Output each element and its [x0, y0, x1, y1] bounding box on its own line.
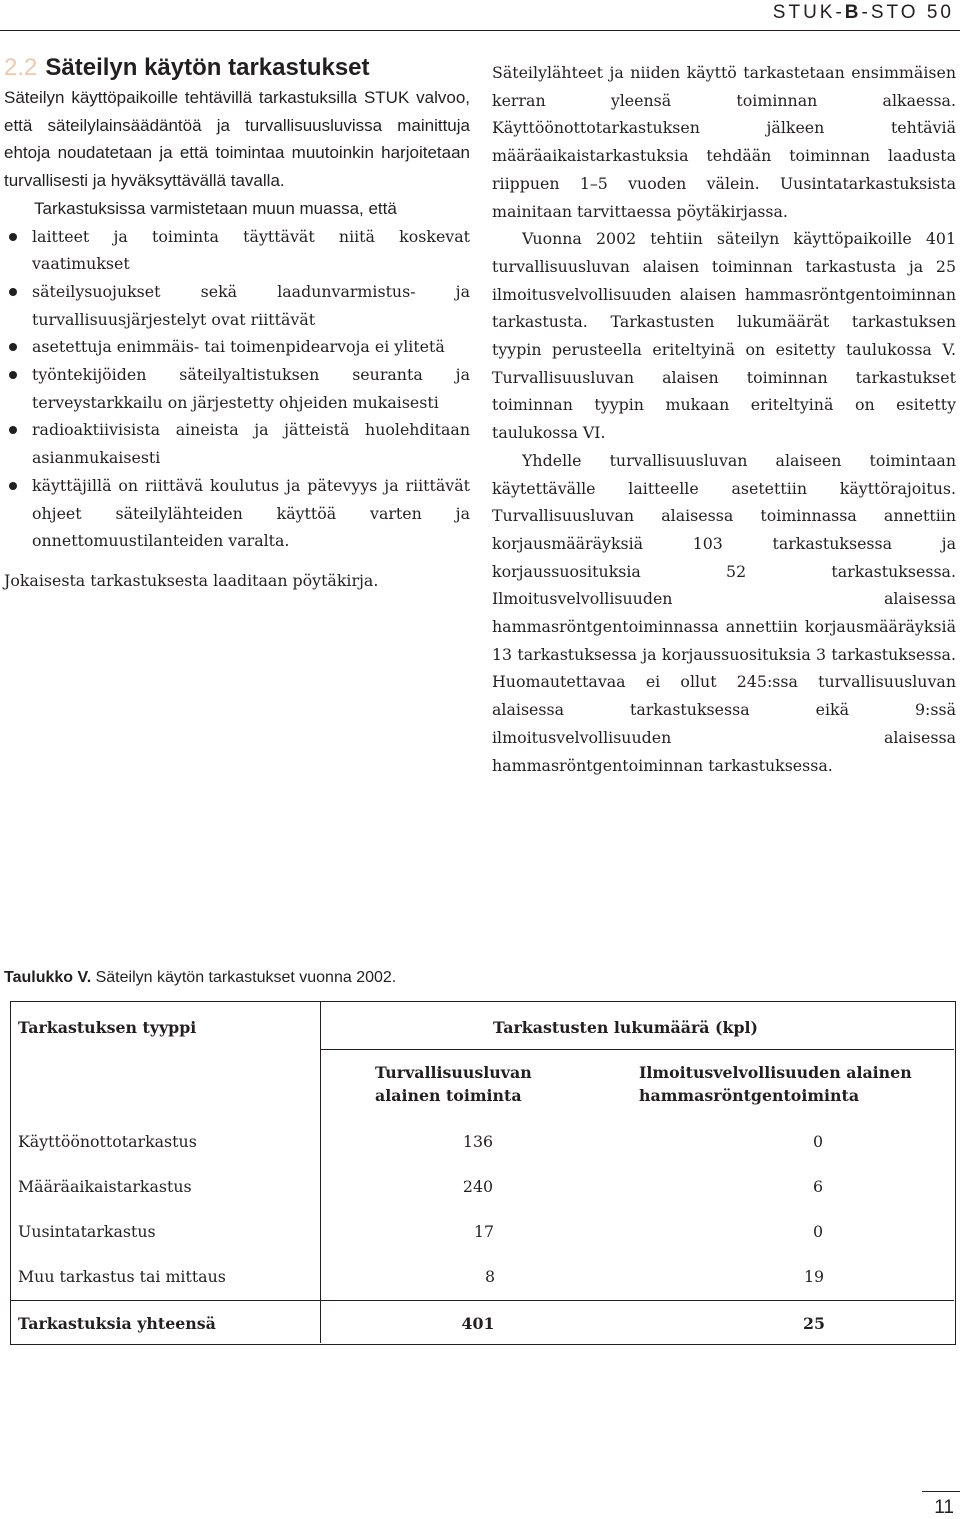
row-dental-count: 6 [812, 1177, 824, 1196]
list-item [4, 472, 470, 555]
section-number: 2.2 [4, 54, 38, 81]
subheader-permit-line1: Turvallisuusluvan [375, 1063, 532, 1082]
column-header-count: Tarkastusten lukumäärä (kpl) [493, 1018, 758, 1037]
subheader-dental-line2: hammasröntgentoiminta [639, 1086, 860, 1105]
bullet-icon [9, 233, 17, 241]
inspection-table [10, 1001, 956, 1345]
list-item-text: käyttäjillä on riittävä koulutus ja pätevyys ja riittävät ohjeet säteilylähteiden käyttöä varten ja onnettomuustilanteiden varalta. [32, 475, 470, 551]
list-item [4, 333, 470, 361]
list-item-text: säteilysuojukset sekä laadunvarmistus- ja turvallisuusjärjestelyt ovat riittävät [32, 281, 470, 329]
total-label: Tarkastuksia yhteensä [18, 1314, 216, 1333]
total-dental-count: 25 [803, 1314, 825, 1333]
left-column [4, 54, 470, 595]
list-item [4, 361, 470, 416]
bullet-icon [9, 371, 17, 379]
lead-paragraph: Tarkastuksissa varmistetaan muun muassa, että [34, 198, 397, 218]
bullet-icon [9, 482, 17, 490]
column-divider [320, 1002, 321, 1343]
table-caption-label: Taulukko V. [4, 969, 92, 986]
intro-paragraph: Säteilyn käyttöpaikoille tehtävillä tarkastuksilla STUK valvoo, että säteilylainsäädäntöä ja turvallisuusluvissa mainittuja ehtoja noudatetaan ja että toimintaa muutoinkin harjoitetaan turvallisesti ja hyväksyttävällä tavalla. [4, 88, 470, 191]
list-item-text: radioaktiivisista aineista ja jätteistä huolehditaan asianmukaisesti [32, 420, 470, 468]
code-part1: STUK- [772, 2, 845, 23]
bullet-icon [9, 288, 17, 296]
row-dental-count: 19 [803, 1267, 825, 1286]
total-divider [11, 1300, 954, 1301]
subheader-permit [375, 1061, 532, 1107]
document-code [773, 2, 954, 24]
page-number: 11 [934, 1497, 954, 1518]
list-item-text: asetettuja enimmäis- tai toimenpidearvoja ei ylitetä [32, 337, 445, 357]
table-caption [4, 969, 396, 987]
row-dental-count: 0 [812, 1222, 824, 1241]
row-permit-count: 240 [462, 1177, 494, 1196]
list-item [4, 278, 470, 333]
bullet-icon [9, 343, 17, 351]
row-type: Käyttöönottotarkastus [18, 1132, 197, 1151]
code-series: B [844, 2, 862, 23]
right-column [492, 59, 956, 779]
row-permit-count: 8 [484, 1267, 496, 1286]
list-item [4, 223, 470, 278]
row-permit-count: 17 [473, 1222, 495, 1241]
row-permit-count: 136 [462, 1132, 494, 1151]
table-caption-text: Säteilyn käytön tarkastukset vuonna 2002. [95, 969, 397, 986]
footer-rule [922, 1491, 960, 1492]
list-item-text: työntekijöiden säteilyaltistuksen seuranta ja terveystarkkailu on järjestetty ohjeiden mukaisesti [32, 365, 470, 412]
row-type: Muu tarkastus tai mittaus [18, 1267, 226, 1286]
bullet-icon [9, 426, 17, 434]
row-type: Määräaikaistarkastus [18, 1177, 192, 1196]
row-type: Uusintatarkastus [18, 1222, 156, 1241]
subheader-dental [639, 1061, 912, 1107]
right-paragraph-3: Yhdelle turvallisuusluvan alaiseen toimintaan käytettävälle laitteelle asetettiin käyttörajoitus. Turvallisuusluvan alaisessa toiminnassa annettiin korjausmääräyksiä 103 tarkastuksessa ja korjaussuosituksia 52 tarkastuksessa. Ilmoitusvelvollisuuden alaisessa hammasröntgentoiminnassa annettiin korjausmääräyksiä 13 tarkastuksessa ja korjaussuosituksia 3 tarkastuksessa. Huomautettavaa ei ollut 245:ssa turvallisuusluvan alaisessa tarkastuksessa eikä 9:ssä ilmoitusvelvollisuuden alaisessa hammasröntgentoiminnan tarkastuksessa. [492, 450, 956, 775]
section-heading [4, 54, 470, 82]
list-item [4, 416, 470, 471]
list-item-text: laitteet ja toiminta täyttävät niitä koskevat vaatimukset [32, 226, 470, 274]
header-divider [320, 1049, 954, 1050]
subheader-dental-line1: Ilmoitusvelvollisuuden alainen [639, 1063, 912, 1082]
row-dental-count: 0 [812, 1132, 824, 1151]
header-rule [0, 30, 960, 31]
right-paragraph-1: Säteilylähteet ja niiden käyttö tarkastetaan ensimmäisen kerran yleensä toiminnan alkaessa. Käyttöönottotarkastuksen jälkeen tehtäviä määräaikaistarkastuksia tehdään toiminnan laadusta riippuen 1–5 vuoden välein. Uusintatarkastuksista mainitaan tarvittaessa pöytäkirjassa. [492, 63, 956, 221]
section-title: Säteilyn käytön tarkastukset [45, 54, 370, 81]
total-permit-count: 401 [461, 1314, 495, 1333]
column-header-type: Tarkastuksen tyyppi [18, 1018, 197, 1037]
code-part2: -STO 50 [861, 2, 954, 23]
subheader-permit-line2: alainen toiminta [375, 1086, 522, 1105]
right-paragraph-2: Vuonna 2002 tehtiin säteilyn käyttöpaikoille 401 turvallisuusluvan alaisen toiminnan tarkastusta ja 25 ilmoitusvelvollisuuden alaisen hammasröntgentoiminnan tarkastusta. Tarkastusten lukumäärät tarkastuksen tyypin perusteella eriteltyinä on esitetty taulukossa V. Turvallisuusluvan alaisen toiminnan tarkastukset toiminnan tyypin mukaan eriteltyinä on esitetty taulukossa VI. [492, 229, 956, 443]
bullet-list [4, 223, 470, 555]
closing-paragraph: Jokaisesta tarkastuksesta laaditaan pöytäkirja. [4, 570, 379, 590]
